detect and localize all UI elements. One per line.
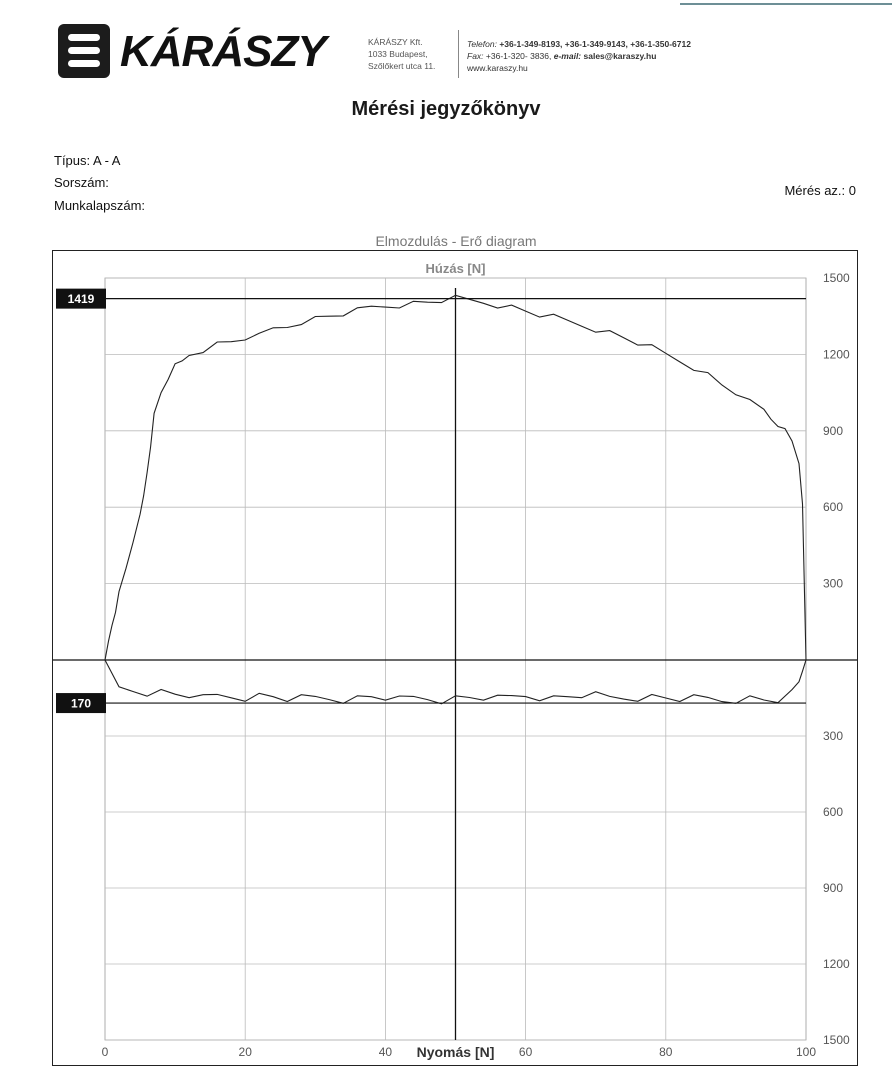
chart-title: Elmozdulás - Erő diagram	[375, 233, 537, 249]
address-line-3: Szőlőkert utca 11.	[368, 61, 436, 71]
meres-field: Mérés az.: 0	[784, 183, 856, 198]
web-address: www.karaszy.hu	[467, 63, 528, 73]
x-tick-label: 100	[795, 1045, 817, 1059]
chart-axes	[53, 288, 857, 1040]
x-tick-label: 40	[378, 1045, 393, 1059]
address-line-2: 1033 Budapest,	[368, 49, 428, 59]
top-axis-label: Húzás [N]	[425, 261, 486, 276]
x-tick-label: 20	[238, 1045, 252, 1059]
lower-y-tick-label: 300	[823, 729, 844, 743]
fax-value: +36-1-320- 3836,	[485, 51, 552, 61]
munkalapszam-field: Munkalapszám:	[54, 198, 146, 213]
email-label: e-mail:	[553, 51, 582, 61]
phone-value: +36-1-349-8193, +36-1-349-9143, +36-1-350-6712	[499, 39, 691, 49]
x-tick-label: 60	[518, 1045, 533, 1059]
email-value: sales@karaszy.hu	[583, 51, 657, 61]
fax-label: Fax:	[467, 51, 484, 61]
max-marker-label: 1419	[67, 292, 95, 307]
x-tick-label: 0	[101, 1045, 109, 1059]
upper-y-tick-label: 600	[823, 500, 844, 515]
address-line-1: KÁRÁSZY Kft.	[368, 37, 423, 47]
upper-y-tick-label: 1500	[823, 271, 850, 285]
lower-y-tick-label: 1200	[823, 957, 850, 971]
upper-y-tick-label: 900	[823, 423, 844, 438]
x-axis-label: Nyomás [N]	[416, 1044, 495, 1060]
lower-y-tick-label: 900	[823, 881, 844, 895]
document-title: Mérési jegyzőkönyv	[351, 98, 541, 120]
upper-y-tick-label: 300	[823, 576, 844, 591]
chart-markers	[56, 289, 806, 713]
logo-text: KÁRÁSZY	[120, 27, 326, 76]
min-marker-label: 170	[70, 696, 92, 711]
tipus-field: Típus: A - A	[54, 153, 121, 168]
x-tick-label: 80	[659, 1045, 673, 1059]
sorszam-field: Sorszám:	[54, 175, 109, 190]
lower-y-tick-label: 600	[823, 805, 844, 819]
lower-y-tick-label: 1500	[823, 1033, 850, 1047]
phone-label: Telefon:	[467, 39, 497, 49]
upper-y-tick-label: 1200	[823, 347, 850, 362]
